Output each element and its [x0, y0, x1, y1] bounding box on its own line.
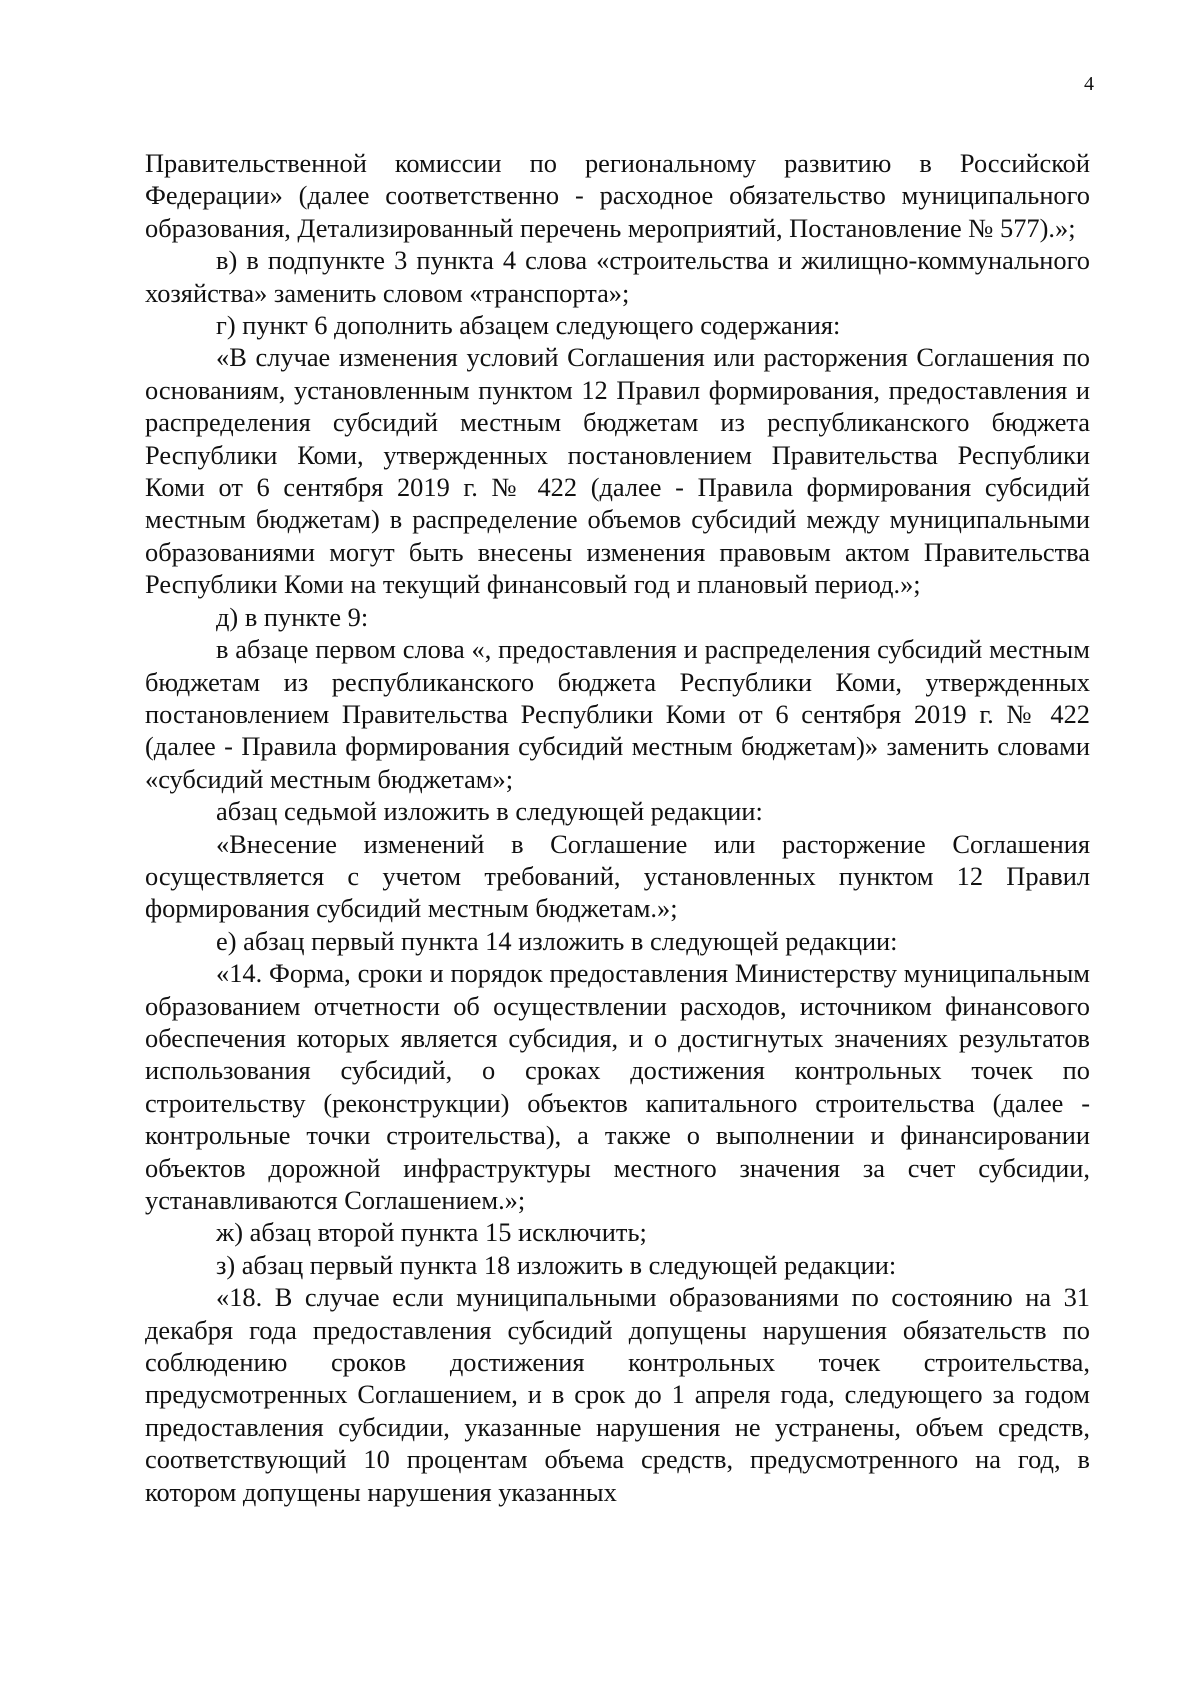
paragraph-subitem-d: д) в пункте 9: — [216, 601, 369, 632]
page-number: 4 — [1084, 73, 1094, 95]
paragraph-quoted-text: «18. В случае если муниципальными образованиями по состоянию на 31 декабря года предоставления субсидий допущены нарушения обязательств по соблюдению сроков достижения контрольных точек строительства, предусмотренных Соглашением, и в срок до 1 апреля года, следующего за годом предоставления субсидии, указанные нарушения не устранены, объем средств, соответствующий 10 процентам объема средств, предусмотренного на год, в котором допущены нарушения указанных — [145, 1282, 1090, 1507]
paragraph-subitem-g: г) пункт 6 дополнить абзацем следующего содержания: — [216, 310, 841, 341]
paragraph-subitem-e: е) абзац первый пункта 14 изложить в следующей редакции: — [216, 925, 898, 956]
paragraph-amendment: в абзаце первом слова «, предоставления и распределения субсидий местным бюджетам из республиканского бюджета Республики Коми, утвержденных постановлением Правительства Республики Коми от 6 сентября 2019 г. № 422 (далее - Правила формирования субсидий местным бюджетам)» заменить словами «субсидий местным бюджетам»; — [145, 634, 1090, 794]
paragraph-quoted-text: «14. Форма, сроки и порядок предоставления Министерству муниципальным образованием отчетности об осуществлении расходов, источником финансового обеспечения которых является субсидия, и о достигнутых значениях результатов использования субсидий, о сроках достижения контрольных точек по строительству (реконструкции) объектов капитального строительства (далее - контрольные точки строительства), а также о выполнении и финансировании объектов дорожной инфраструктуры местного значения за счет субсидии, устанавливаются Соглашением.»; — [145, 958, 1090, 1215]
paragraph-quoted-text: «В случае изменения условий Соглашения или расторжения Соглашения по основаниям, установленным пунктом 12 Правил формирования, предоставления и распределения субсидий местным бюджетам из республиканского бюджета Республики Коми, утвержденных постановлением Правительства Республики Коми от 6 сентября 2019 г. № 422 (далее - Правила формирования субсидий местным бюджетам) в распределение объемов субсидий между муниципальными образованиями могут быть внесены изменения правовым актом Правительства Республики Коми на текущий финансовый год и плановый период.»; — [145, 342, 1090, 600]
paragraph-subitem-v: в) в подпункте 3 пункта 4 слова «строительства и жилищно-коммунального хозяйства» заменить словом «транспорта»; — [145, 245, 1090, 308]
paragraph-amendment: абзац седьмой изложить в следующей редакции: — [216, 796, 763, 827]
document-body — [145, 147, 1090, 1508]
paragraph-quoted-text: «Внесение изменений в Соглашение или расторжение Соглашения осуществляется с учетом требований, установленных пунктом 12 Правил формирования субсидий местным бюджетам.»; — [145, 828, 1090, 924]
paragraph-continuation: Правительственной комиссии по региональному развитию в Российской Федерации» (далее соответственно - расходное обязательство муниципального образования, Детализированный перечень мероприятий, Постановление № 577).»; — [145, 148, 1090, 243]
paragraph-subitem-z: з) абзац первый пункта 18 изложить в следующей редакции: — [216, 1249, 897, 1280]
paragraph-subitem-zh: ж) абзац второй пункта 15 исключить; — [216, 1217, 647, 1248]
